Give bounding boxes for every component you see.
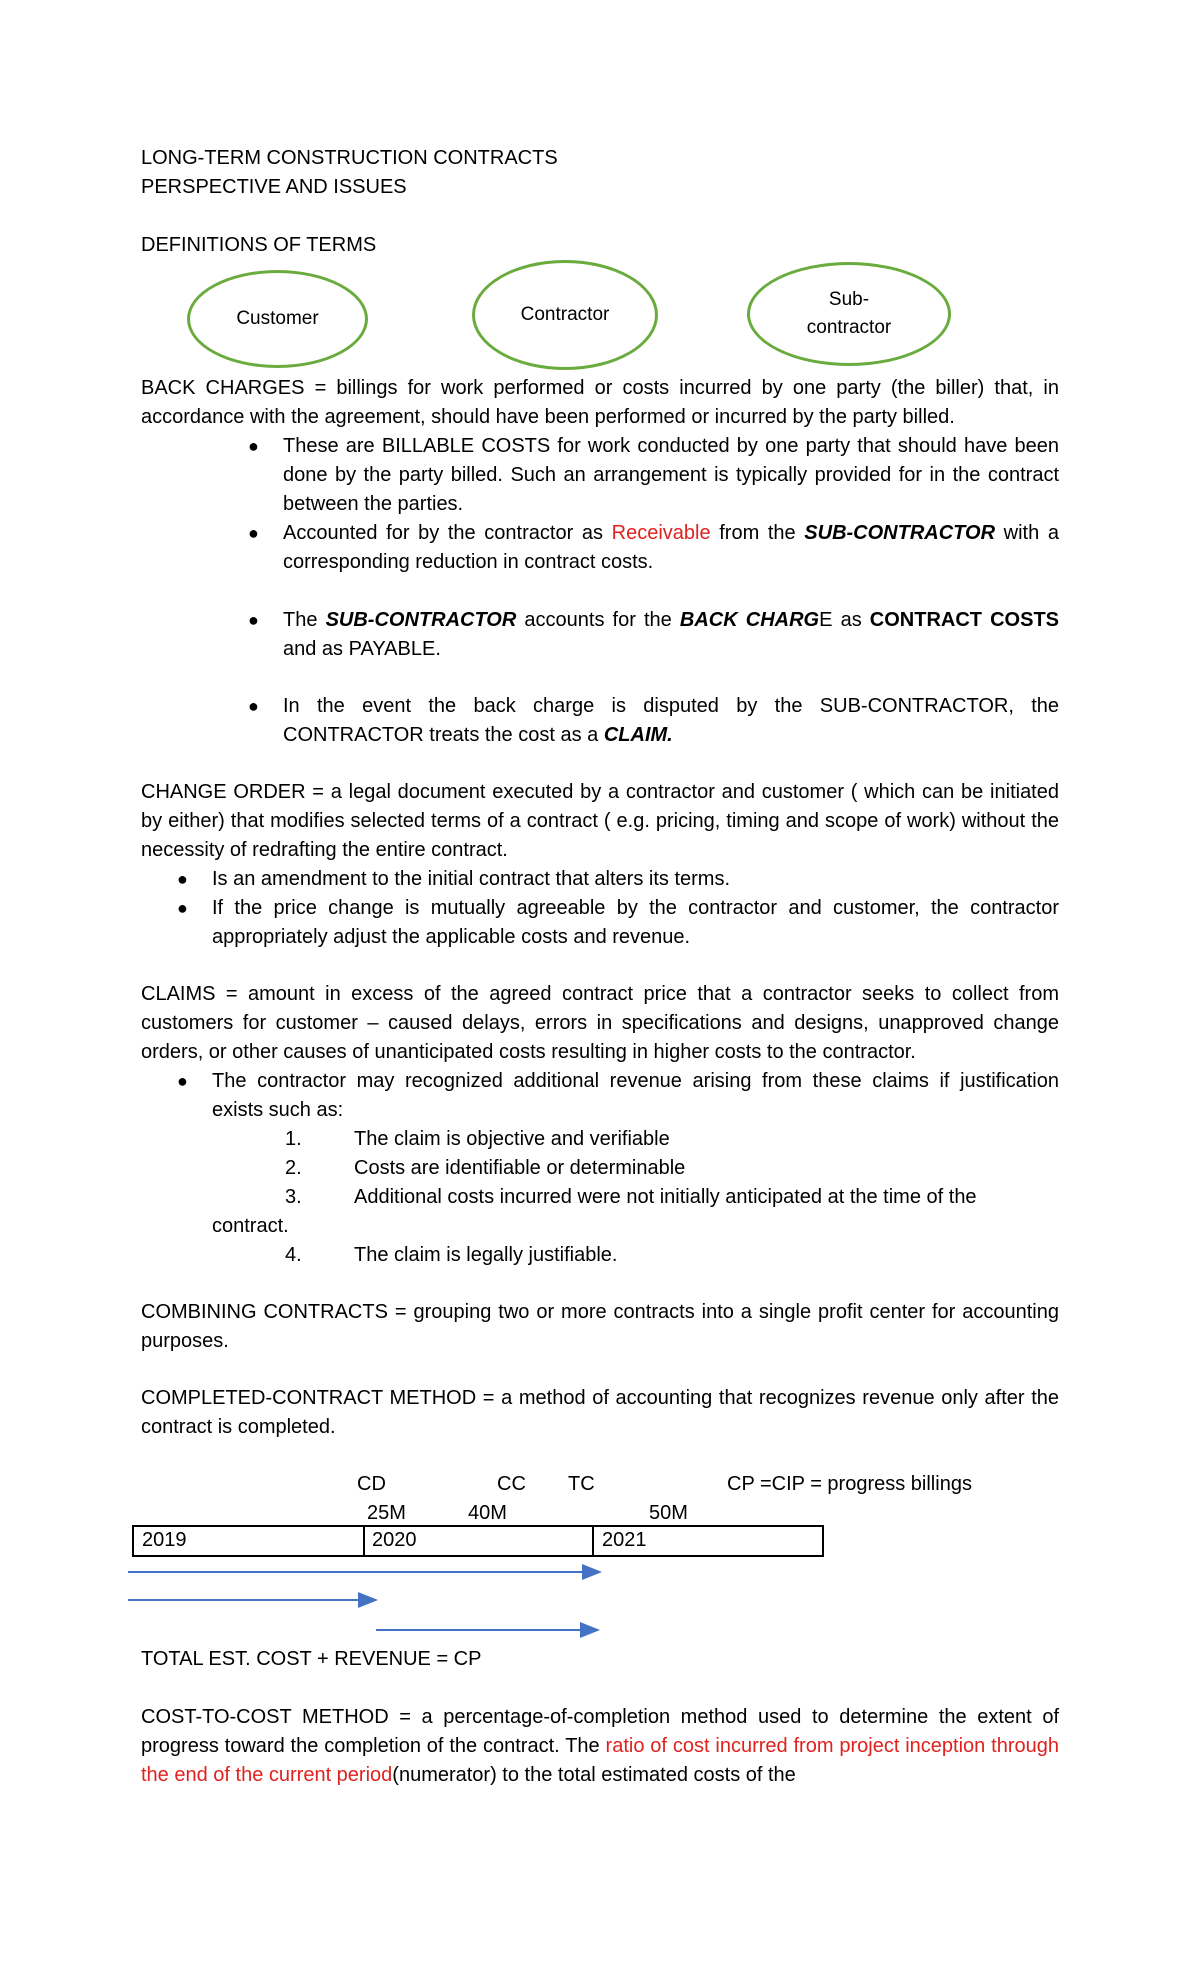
back-charges-bullet-1: These are BILLABLE COSTS for work conducted by one party that should have been done by the party billed. Such an arrangement is typically provided for in the contract between the parties. <box>283 435 1059 515</box>
change-order-bullet-2: If the price change is mutually agreeable by the contractor and customer, the contractor appropriately adjust the applicable costs and revenue. <box>212 897 1059 948</box>
claims-bullet-1: The contractor may recognized additional revenue arising from these claims if justification exists such as: <box>212 1070 1059 1121</box>
timeline-label-tc: TC <box>568 1473 595 1495</box>
claims-item-number: 2. <box>285 1157 302 1179</box>
claims-item-text: The claim is legally justifiable. <box>354 1244 618 1266</box>
bullet-dot: ● <box>248 696 259 716</box>
bullet-dot: ● <box>177 898 188 918</box>
back-charges-definition: BACK CHARGES = billings for work performed or costs incurred by one party (the biller) that, in accordance with the agreement, should have been performed or incurred by the party billed. <box>141 377 1059 428</box>
timeline-label-cd: CD <box>357 1473 386 1495</box>
document-subtitle: PERSPECTIVE AND ISSUES <box>141 176 407 198</box>
claims-item-3-continuation: contract. <box>212 1215 289 1237</box>
claims-item-text: Costs are identifiable or determinable <box>354 1157 686 1179</box>
receivable-highlight: Receivable <box>611 522 711 544</box>
claims-item-number: 4. <box>285 1244 302 1266</box>
timeline-label-cc: CC <box>497 1473 526 1495</box>
subcontractor-label: Sub- contractor <box>806 289 892 338</box>
change-order-bullet-1: Is an amendment to the initial contract that alters its terms. <box>212 868 731 890</box>
completed-contract-definition: COMPLETED-CONTRACT METHOD = a method of accounting that recognizes revenue only after the contract is completed. <box>141 1387 1059 1438</box>
combining-contracts-definition: COMBINING CONTRACTS = grouping two or more contracts into a single profit center for accounting purposes. <box>141 1301 1059 1352</box>
timeline-value-40m: 40M <box>468 1502 507 1524</box>
change-order-definition: CHANGE ORDER = a legal document executed by a contractor and customer ( which can be initiated by either) that modifies selected terms of a contract ( e.g. pricing, timing and scope of work) without the necessity of redrafting the entire contract. <box>141 781 1059 861</box>
bullet-dot: ● <box>177 1071 188 1091</box>
year-label-2021: 2021 <box>602 1529 647 1551</box>
contractor-label: Contractor <box>520 304 610 325</box>
timeline-value-50m: 50M <box>649 1502 688 1524</box>
claims-item-number: 3. <box>285 1186 302 1208</box>
bullet-dot: ● <box>248 523 259 543</box>
bullet-dot: ● <box>248 610 259 630</box>
year-label-2020: 2020 <box>372 1529 417 1551</box>
document-title: LONG-TERM CONSTRUCTION CONTRACTS <box>141 147 558 169</box>
claims-item-text: The claim is objective and verifiable <box>354 1128 670 1150</box>
subcontractor-oval <box>747 262 951 366</box>
customer-label: Customer <box>236 308 319 329</box>
definitions-heading: DEFINITIONS OF TERMS <box>141 234 377 256</box>
cost-to-cost-definition: COST-TO-COST METHOD = a percentage-of-completion method used to determine the extent of progress toward the completion of the contract. The ratio of cost incurred from project inception through the end of the current period(numerator) to the total estimated costs of the <box>141 1706 1059 1786</box>
contractor-oval <box>472 260 658 370</box>
back-charges-bullet-3: The SUB-CONTRACTOR accounts for the BACK CHARGE as CONTRACT COSTS and as PAYABLE. <box>283 609 1060 660</box>
customer-oval <box>187 270 368 368</box>
claims-definition: CLAIMS = amount in excess of the agreed contract price that a contractor seeks to collect from customers for customer – caused delays, errors in specifications and designs, unapproved change orders, or other causes of unanticipated costs resulting in higher costs to the contractor. <box>141 983 1059 1063</box>
back-charges-bullet-2: Accounted for by the contractor as Receivable from the SUB-CONTRACTOR with a corresponding reduction in contract costs. <box>283 522 1059 573</box>
bullet-dot: ● <box>177 869 188 889</box>
claims-item-number: 1. <box>285 1128 302 1150</box>
timeline-arrows <box>0 1560 700 1640</box>
ratio-highlight: ratio of cost incurred from project inception through the end of the current period <box>141 1735 1059 1786</box>
claims-item-text: Additional costs incurred were not initially anticipated at the time of the <box>354 1186 977 1208</box>
timeline-value-25m: 25M <box>367 1502 406 1524</box>
timeline-cp-note: CP =CIP = progress billings <box>727 1473 972 1495</box>
total-cost-formula: TOTAL EST. COST + REVENUE = CP <box>141 1648 482 1670</box>
year-label-2019: 2019 <box>142 1529 187 1551</box>
bullet-dot: ● <box>248 436 259 456</box>
back-charges-bullet-4: In the event the back charge is disputed by the SUB-CONTRACTOR, the CONTRACTOR treats the cost as a CLAIM. <box>283 695 1059 746</box>
